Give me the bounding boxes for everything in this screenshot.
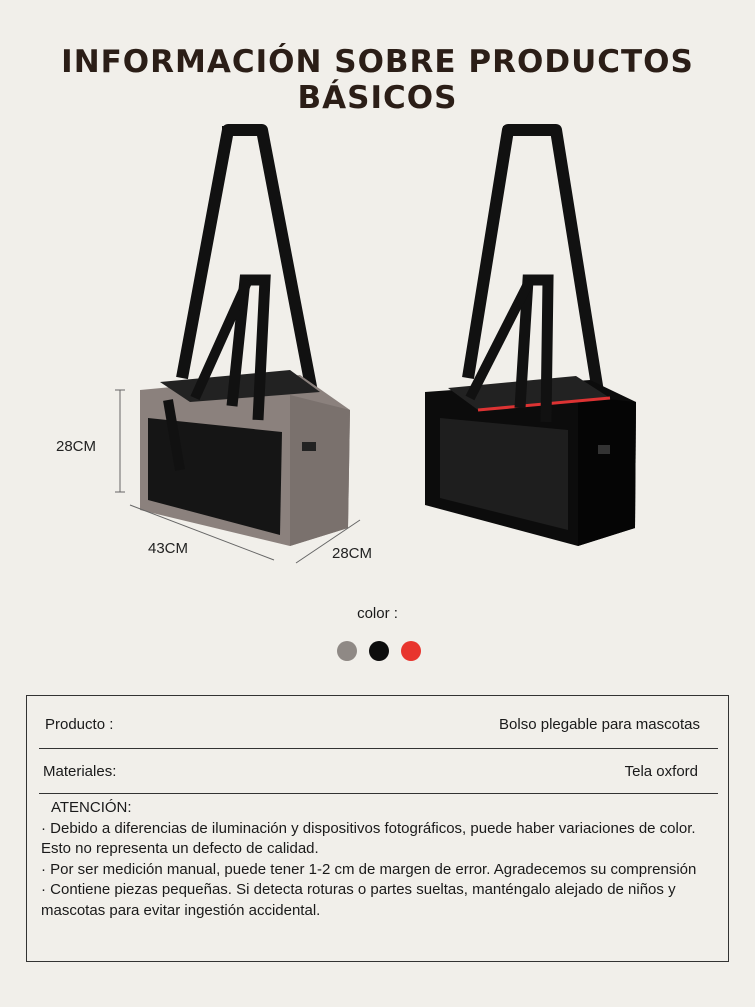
attention-note: · Por ser medición manual, puede tener 1-2 cm de margen de error. Agradecemos su comprensión	[41, 860, 697, 878]
spec-key: Producto :	[45, 716, 114, 733]
spec-value: Bolso plegable para mascotas	[499, 716, 700, 733]
spec-value: Tela oxford	[624, 763, 698, 780]
attention-note: · Contiene piezas pequeñas. Si detecta roturas o partes sueltas, manténgalo alejado de niños y mascotas para evitar ingestión accidental.	[41, 881, 676, 919]
color-swatches	[337, 641, 421, 661]
attention-notes	[41, 798, 714, 921]
height-dimension-label: 28CM	[56, 438, 97, 455]
spec-row	[39, 749, 718, 794]
product-illustration	[0, 110, 755, 590]
color-swatch-grey[interactable]	[337, 641, 357, 661]
color-swatch-black[interactable]	[369, 641, 389, 661]
width-dimension-label: 43CM	[148, 540, 189, 557]
spec-row	[39, 696, 718, 749]
product-info-table	[26, 695, 729, 962]
attention-note: · Debido a diferencias de iluminación y dispositivos fotográficos, puede haber variaciones de color. Esto no representa un defecto de calidad.	[41, 819, 696, 857]
page-title: INFORMACIÓN SOBRE PRODUCTOS BÁSICOS	[61, 44, 694, 116]
attention-heading: ATENCIÓN:	[51, 799, 132, 816]
black-bag-image	[425, 126, 636, 546]
depth-dimension-label: 28CM	[332, 545, 373, 562]
grey-bag-image	[115, 126, 360, 563]
spec-key: Materiales:	[43, 763, 117, 780]
color-swatch-red[interactable]	[401, 641, 421, 661]
color-label: color :	[357, 605, 398, 622]
